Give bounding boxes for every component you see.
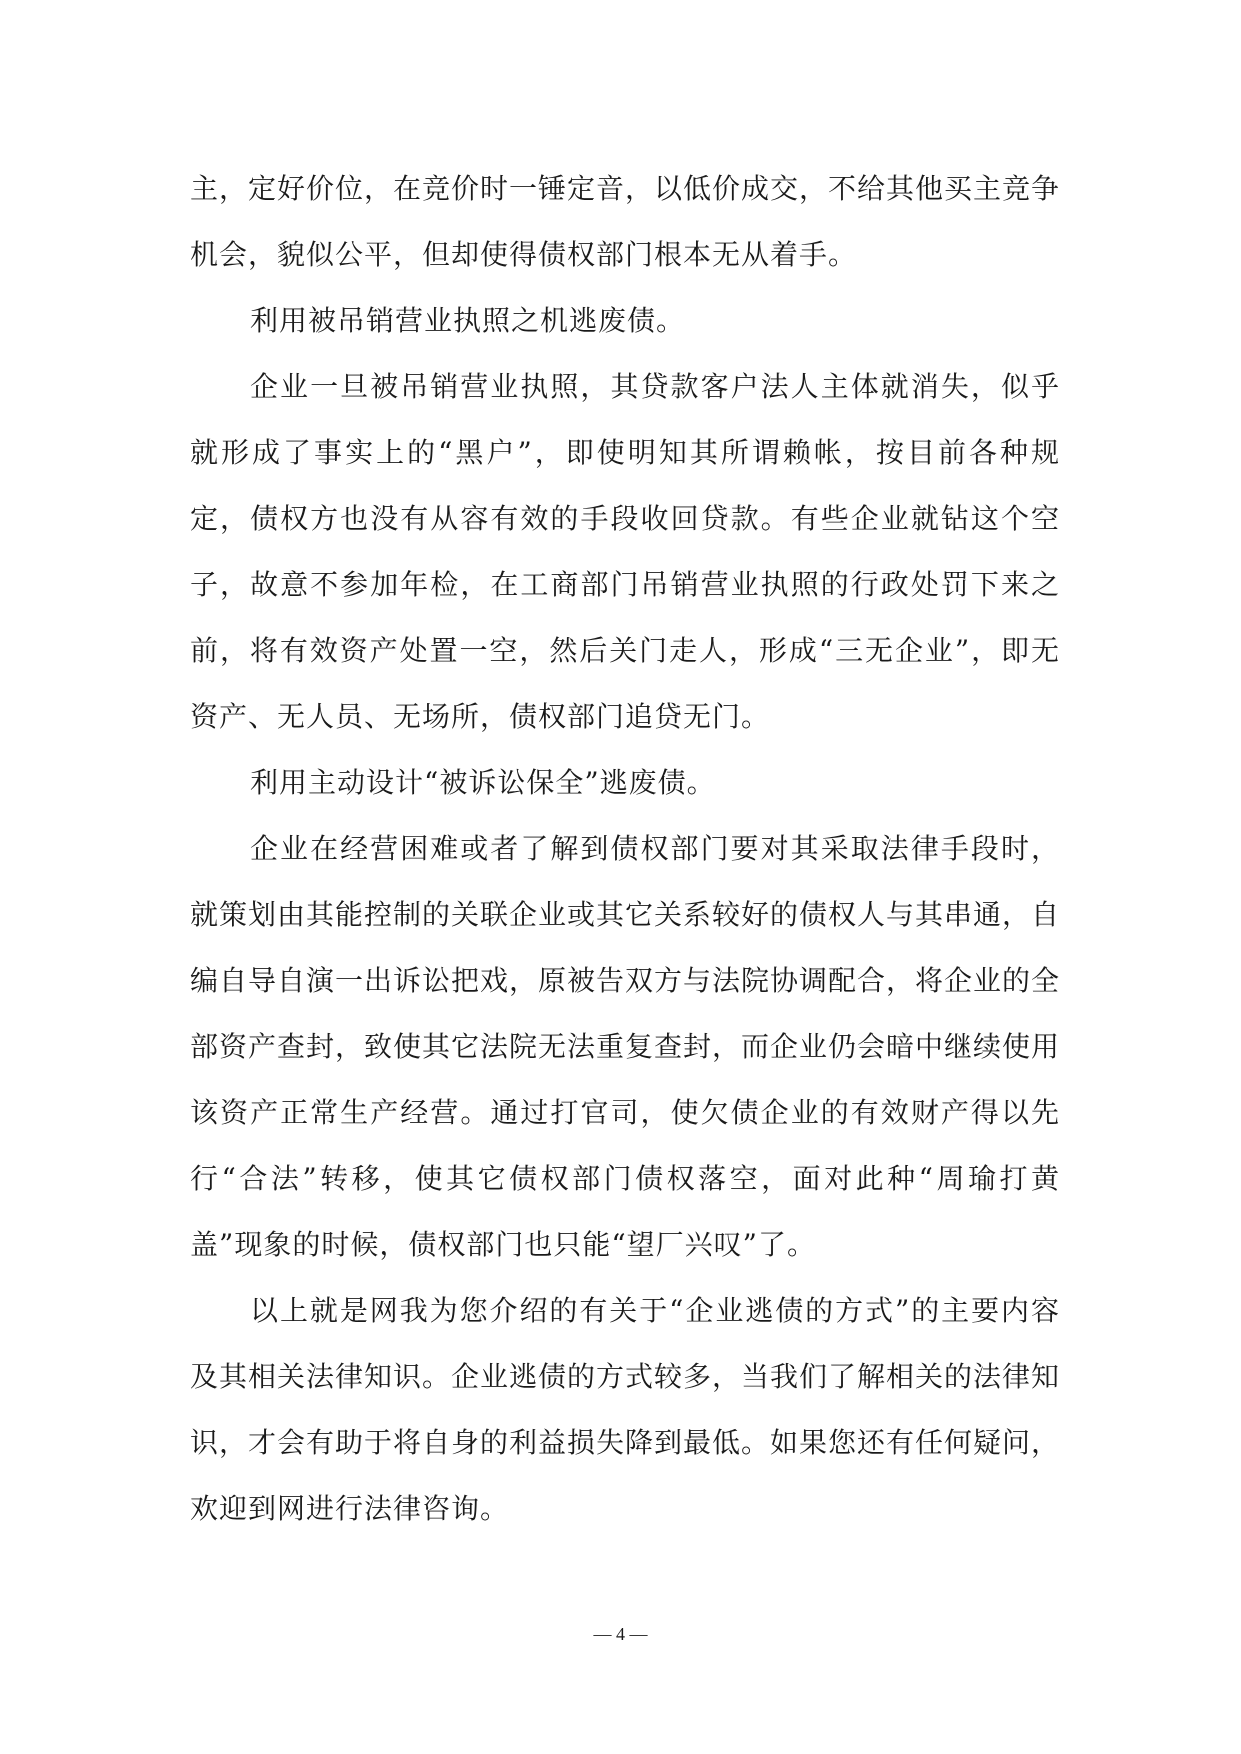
document-body	[190, 156, 1060, 1542]
paragraph-litigation-preservation: 企业在经营困难或者了解到债权部门要对其采取法律手段时，就策划由其能控制的关联企业或其它关系较好的债权人与其串通，自编自导自演一出诉讼把戏，原被告双方与法院协调配合，将企业的全部资产查封，致使其它法院无法重复查封，而企业仍会暗中继续使用该资产正常生产经营。通过打官司，使欠债企业的有效财产得以先行“合法”转移，使其它债权部门债权落空，面对此种“周瑜打黄盖”现象的时候，债权部门也只能“望厂兴叹”了。	[190, 832, 1061, 1261]
paragraph-continuation: 主，定好价位，在竞价时一锤定音，以低价成交，不给其他买主竞争机会，貌似公平，但却使得债权部门根本无从着手。	[190, 172, 1061, 271]
paragraph-revoked-license: 企业一旦被吊销营业执照，其贷款客户法人主体就消失，似乎就形成了事实上的“黑户”，即使明知其所谓赖帐，按目前各种规定，债权方也没有从容有效的手段收回贷款。有些企业就钻这个空子，故意不参加年检，在工商部门吊销营业执照的行政处罚下来之前，将有效资产处置一空，然后关门走人，形成“三无企业”，即无资产、无人员、无场所，债权部门追贷无门。	[190, 370, 1060, 733]
section-heading-revoked-license: 利用被吊销营业执照之机逃废债。	[250, 304, 686, 337]
page-number: — 4 —	[593, 1624, 648, 1644]
section-heading-litigation-preservation: 利用主动设计“被诉讼保全”逃废债。	[250, 766, 716, 799]
paragraph-conclusion: 以上就是网我为您介绍的有关于“企业逃债的方式”的主要内容及其相关法律知识。企业逃债的方式较多，当我们了解相关的法律知识，才会有助于将自身的利益损失降到最低。如果您还有任何疑问，欢迎到网进行法律咨询。	[190, 1294, 1061, 1525]
